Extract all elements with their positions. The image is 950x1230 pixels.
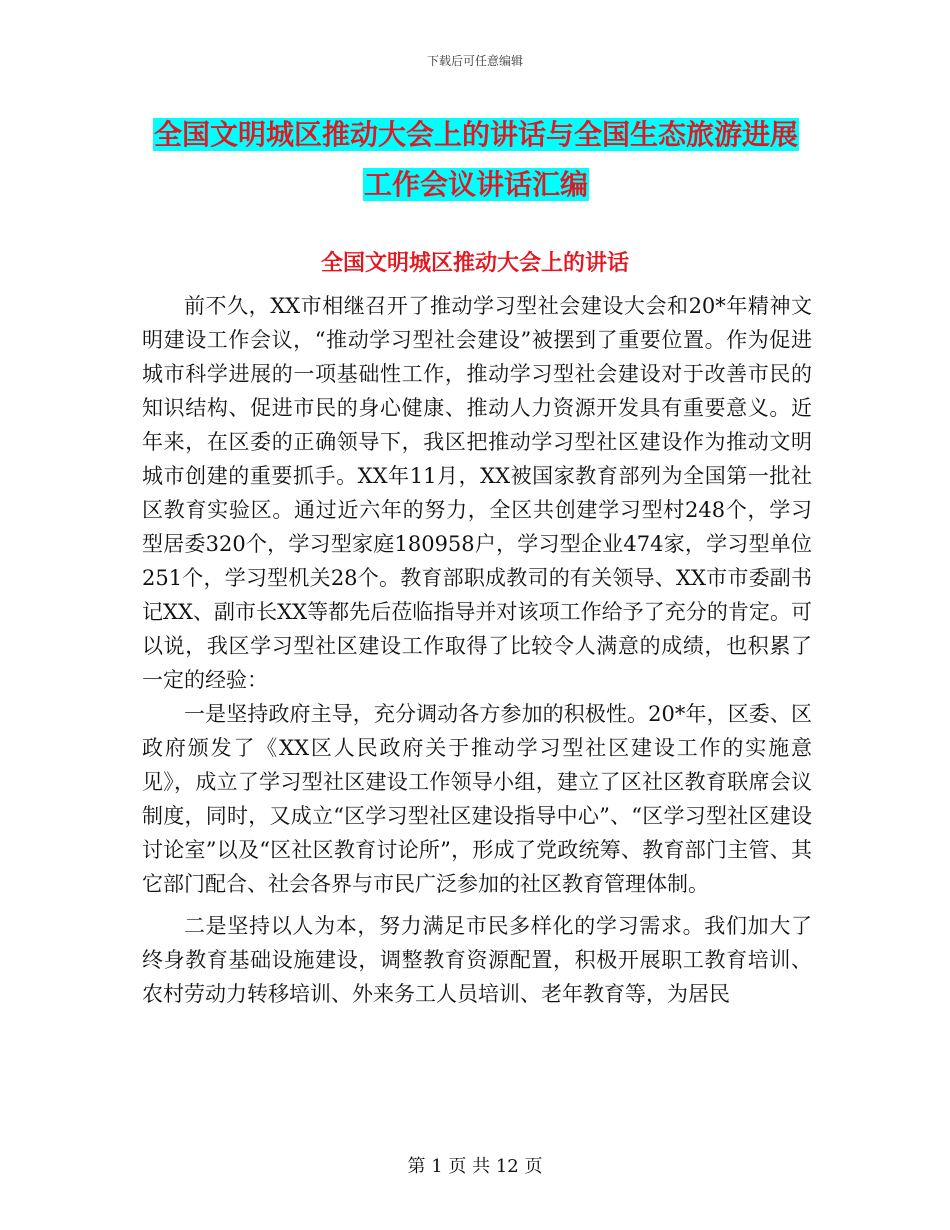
paragraph-2: 一是坚持政府主导，充分调动各方参加的积极性。20*年，区委、区政府颁发了《XX区人民政府关于推动学习型社区建设工作的实施意见》，成立了学习型社区建设工作领导小组，建立了区社区教育联席会议制度，同时，又成立“区学习型社区建设指导中心”、“区学习型社区建设讨论室”以及“区社区教育讨论所”，形成了党政统筹、教育部门主管、其它部门配合、社会各界与市民广泛参加的社区教育管理体制。 bbox=[142, 702, 812, 896]
paragraph-3: 二是坚持以人为本，努力满足市民多样化的学习需求。我们加大了终身教育基础设施建设，调整教育资源配置，积极开展职工教育培训、农村劳动力转移培训、外来务工人员培训、老年教育等，为居民 bbox=[142, 914, 812, 1006]
header-note: 下载后可任意编辑 bbox=[426, 54, 523, 68]
paragraph-1: 前不久，XX市相继召开了推动学习型社会建设大会和20*年精神文明建设工作会议，“推动学习型社会建设”被摆到了重要位置。作为促进城市科学进展的一项基础性工作，推动学习型社会建设对于改善市民的知识结构、促进市民的身心健康、推动人力资源开发具有重要意义。近年来，在区委的正确领导下，我区把推动学习型社区建设作为推动文明城市创建的重要抓手。XX年11月，XX被国家教育部列为全国第一批社区教育实验区。通过近六年的努力，全区共创建学习型村248个，学习型居委320个，学习型家庭180958户，学习型企业474家，学习型单位251个，学习型机关28个。教育部职成教司的有关领导、XX市市委副书记XX、副市长XX等都先后莅临指导并对该项工作给予了充分的肯定。可以说，我区学习型社区建设工作取得了比较令人满意的成绩，也积累了一定的经验： bbox=[142, 294, 812, 692]
title-line-2: 工作会议讲话汇编 bbox=[363, 168, 588, 201]
section-title: 全国文明城区推动大会上的讲话 bbox=[320, 250, 629, 276]
title-line-1: 全国文明城区推动大会上的讲话与全国生态旅游进展 bbox=[153, 118, 798, 151]
body-text bbox=[142, 289, 812, 1011]
page-number: 第 1 页 共 12 页 bbox=[407, 1156, 543, 1177]
document-title bbox=[140, 110, 812, 210]
